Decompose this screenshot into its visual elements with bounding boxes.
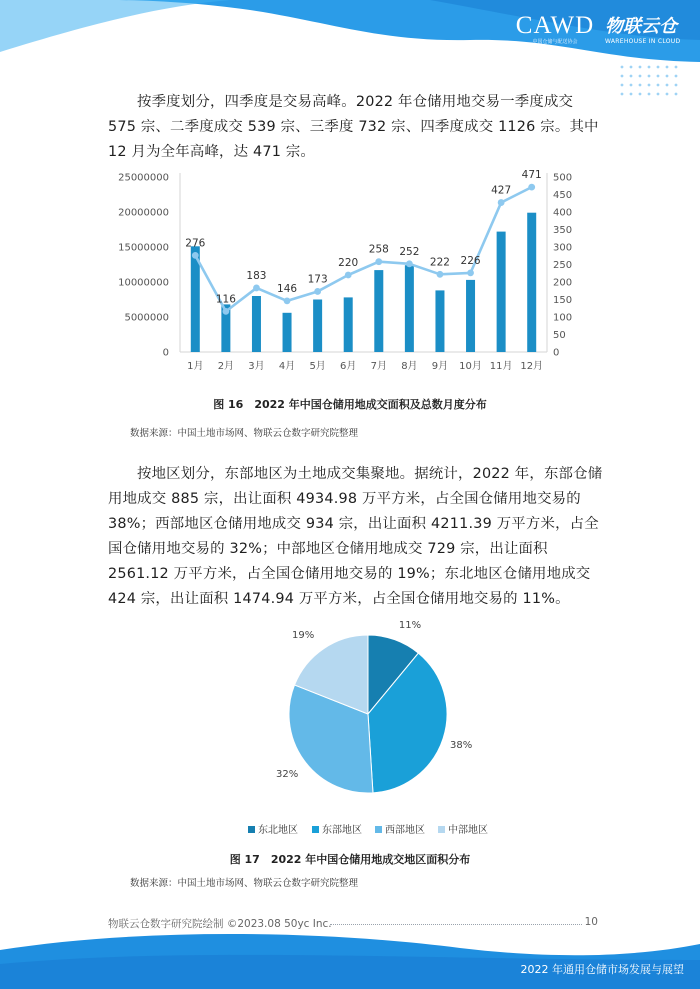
decor-dot [639, 75, 642, 78]
x-axis-tick-label: 1月 [187, 361, 204, 372]
count-point [284, 298, 291, 305]
bar-area [283, 313, 292, 352]
decor-dot [648, 66, 651, 69]
right-axis-tick-label: 50 [553, 330, 566, 341]
decor-dot [666, 75, 669, 78]
x-axis-tick-label: 5月 [309, 361, 326, 372]
figure-16-caption: 图 16 2022 年中国仓储用地成交面积及总数月度分布 [213, 398, 487, 411]
paragraph-regional: 按地区划分，东部地区为土地成交集聚地。据统计，2022 年，东部仓储用地成交 885 宗，出让面积 4934.98 万平方米，占全国仓储用地交易的 38%；西部地区仓储用地成交 934 宗，出让面积 4211.39 万平方米，占全国仓储用地交易的 32%；中部地区仓储用地成交 729 宗，出让面积 2561.12 万平方米，占全国仓储用地交易的 19%；东北地区仓储用地成交 424 宗，出让面积 1474.94 万平方米，占全国仓储用地交易的 11%。 [108, 466, 603, 607]
decor-dot [639, 93, 642, 96]
right-axis-tick-label: 450 [553, 190, 573, 201]
count-point [192, 252, 199, 259]
legend-label: 东部地区 [322, 825, 362, 836]
decor-dot [648, 84, 651, 87]
count-data-label: 226 [460, 254, 481, 267]
decor-dot [630, 93, 633, 96]
pie-percent-label: 19% [292, 630, 315, 641]
decor-dot [630, 84, 633, 87]
pie-percent-label: 38% [450, 740, 473, 751]
count-series-line [195, 184, 531, 311]
left-axis-tick-label: 0 [162, 347, 169, 359]
count-data-label: 116 [215, 293, 236, 306]
right-axis-tick-label: 400 [553, 207, 573, 219]
warehouse-in-cloud-logo: 物联云仓 WAREHOUSE IN CLOUD [605, 16, 681, 45]
count-point [528, 184, 535, 191]
x-axis-tick-label: 10月 [459, 361, 482, 372]
legend-swatch [375, 826, 382, 833]
legend-label: 西部地区 [385, 825, 425, 836]
left-axis-tick-label: 20000000 [118, 207, 169, 219]
x-axis-tick-label: 11月 [489, 361, 513, 372]
legend-swatch [312, 826, 319, 833]
count-point [314, 288, 321, 295]
decor-dot [657, 84, 660, 87]
legend-swatch [438, 826, 445, 833]
right-axis-tick-label: 350 [553, 225, 573, 236]
regional-area-pie-chart [230, 612, 530, 844]
legend-swatch [248, 826, 255, 833]
right-axis-tick-label: 200 [553, 277, 573, 289]
count-data-label: 252 [399, 245, 420, 258]
decor-dot [648, 75, 651, 78]
left-axis-tick-label: 25000000 [118, 172, 169, 184]
monthly-area-count-chart [110, 165, 590, 380]
x-axis-tick-label: 4月 [278, 361, 296, 372]
bar-area [344, 297, 353, 352]
right-axis-tick-label: 250 [553, 260, 573, 271]
bar-area [313, 300, 322, 353]
left-axis-tick-label: 5000000 [124, 312, 169, 324]
decor-dot [666, 66, 669, 69]
page-number: 10 [584, 916, 598, 928]
bar-area [405, 265, 414, 352]
count-data-label: 183 [246, 269, 267, 282]
footer-document-title: 2022 年通用仓储市场发展与展望 [520, 963, 684, 976]
bar-area [497, 232, 506, 352]
decor-dot [630, 66, 633, 69]
bar-area [466, 280, 475, 352]
decor-dot [621, 66, 624, 69]
pie-percent-label: 32% [276, 769, 299, 780]
decor-dot [675, 93, 678, 96]
right-axis-tick-label: 100 [553, 312, 573, 324]
count-point [437, 271, 444, 278]
left-axis-tick-label: 10000000 [118, 277, 169, 289]
count-point [498, 199, 505, 206]
count-data-label: 258 [368, 243, 389, 256]
count-point [222, 308, 229, 315]
x-axis-tick-label: 2月 [217, 361, 235, 372]
count-data-label: 276 [185, 237, 206, 250]
right-axis-tick-label: 0 [553, 347, 560, 359]
bar-area [252, 296, 261, 352]
x-axis-tick-label: 6月 [340, 361, 357, 372]
paragraph-quarterly: 按季度划分，四季度是交易高峰。2022 年仓储用地交易一季度成交 575 宗、二季度成交 539 宗、三季度 732 宗、四季度成交 1126 宗。其中 12 月为全年高峰，达 471 宗。 [108, 94, 599, 160]
footer-credit: 物联云仓数字研究院绘制 ©2023.08 50yc Inc. [108, 918, 332, 930]
count-data-label: 222 [429, 256, 450, 269]
count-point [345, 272, 352, 279]
pie-percent-label: 11% [398, 620, 422, 631]
decor-dot [666, 84, 669, 87]
count-data-label: 173 [307, 273, 328, 286]
x-axis-tick-label: 9月 [431, 361, 449, 372]
decor-dot [621, 84, 624, 87]
decor-dot [621, 93, 624, 96]
decor-dot [639, 84, 642, 87]
right-axis-tick-label: 150 [553, 295, 573, 306]
decor-dot [657, 75, 660, 78]
bar-area [527, 213, 536, 352]
figure-16-source: 数据来源：中国土地市场网、物联云仓数字研究院整理 [130, 428, 359, 439]
decor-dot [621, 75, 624, 78]
count-point [253, 285, 260, 292]
right-axis-tick-label: 500 [553, 172, 573, 184]
x-axis-tick-label: 12月 [520, 361, 544, 372]
decor-dot [666, 93, 669, 96]
count-data-label: 427 [491, 184, 512, 197]
count-point [375, 258, 382, 265]
cawd-logo: CAWD 中国仓储与配送协会 [515, 12, 595, 45]
bar-area [374, 270, 383, 352]
figure-17-caption: 图 17 2022 年中国仓储用地成交地区面积分布 [229, 853, 471, 866]
footer-wave-banner [0, 920, 700, 989]
x-axis-tick-label: 8月 [401, 361, 418, 372]
decor-dot [657, 93, 660, 96]
figure-17-source: 数据来源：中国土地市场网、物联云仓数字研究院整理 [130, 878, 359, 889]
decor-dot [630, 75, 633, 78]
legend-label: 中部地区 [448, 825, 488, 836]
count-data-label: 220 [338, 257, 359, 269]
decor-dot [675, 66, 678, 69]
left-axis-tick-label: 15000000 [118, 242, 169, 254]
decor-dot [657, 66, 660, 69]
decor-dot [675, 84, 678, 87]
decor-dot [648, 93, 651, 96]
decor-dot [639, 66, 642, 69]
x-axis-tick-label: 7月 [370, 361, 387, 372]
count-point [406, 260, 413, 267]
legend-label: 东北地区 [258, 825, 298, 836]
bar-area [435, 290, 444, 352]
right-axis-tick-label: 300 [553, 242, 573, 254]
x-axis-tick-label: 3月 [248, 361, 265, 372]
decorative-dot-grid [616, 62, 680, 102]
count-data-label: 471 [521, 169, 542, 182]
count-point [467, 270, 474, 277]
decor-dot [675, 75, 678, 78]
count-data-label: 146 [277, 282, 298, 295]
